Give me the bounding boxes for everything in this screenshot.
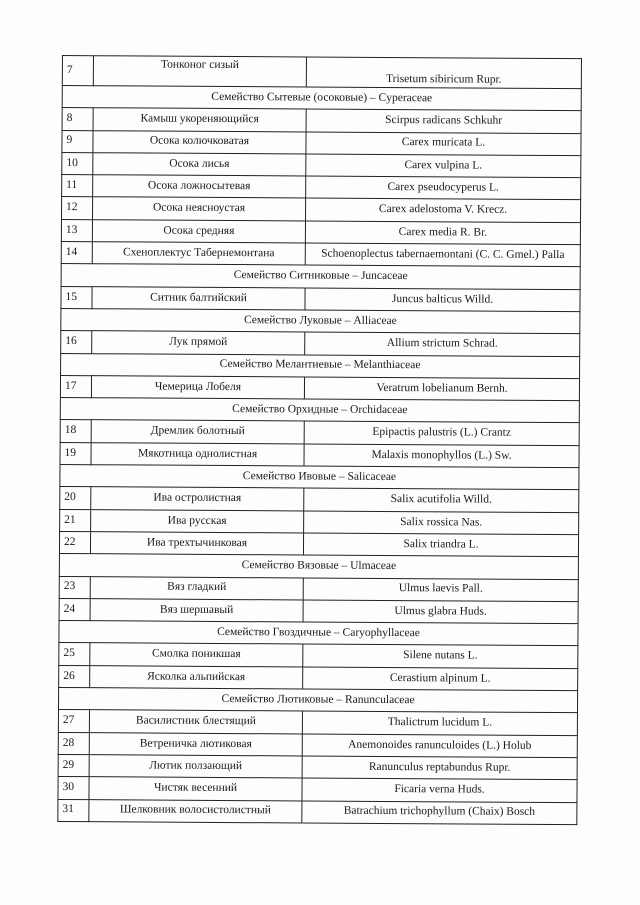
- row-number: 22: [59, 531, 90, 553]
- table-row: [62, 175, 581, 200]
- table-row: [58, 777, 577, 802]
- russian-name: Осока неясноустая: [92, 197, 305, 221]
- latin-name: Schoenoplectus tabernaemontani (C. C. Gmel.) Palla: [305, 243, 580, 267]
- russian-name: Дремлик болотный: [91, 420, 304, 444]
- table-row: [58, 754, 577, 779]
- russian-name: Чистяк весенний: [89, 777, 302, 801]
- table-row: [60, 375, 579, 400]
- table-row: [62, 130, 581, 155]
- table-row: [62, 56, 581, 89]
- family-header-row: [61, 353, 580, 378]
- row-number: 30: [58, 777, 89, 799]
- russian-name: Ива русская: [91, 509, 304, 533]
- latin-name: Malaxis monophyllos (L.) Sw.: [304, 444, 579, 468]
- row-number: 8: [62, 108, 93, 130]
- table-row: [58, 732, 577, 757]
- row-number: 31: [58, 799, 89, 821]
- family-name: Семейство Ситниковые – Juncaceae: [61, 264, 580, 289]
- row-number: 7: [62, 56, 93, 86]
- latin-name: Scirpus radicans Schkuhr: [306, 109, 581, 133]
- family-name: Семейство Гвоздичные – Caryophyllaceae: [59, 621, 578, 646]
- table-row: [58, 799, 577, 824]
- row-number: 12: [61, 197, 92, 219]
- latin-name: Thalictrum lucidum L.: [302, 711, 577, 735]
- latin-name: Ranunculus reptabundus Rupr.: [302, 756, 577, 780]
- russian-name: Ива остролистная: [91, 487, 304, 511]
- table-row: [62, 152, 581, 177]
- family-name: Семейство Ивовые – Salicaceae: [60, 465, 579, 490]
- latin-name: Ulmus glabra Huds.: [303, 600, 578, 624]
- russian-name: Василистник блестящий: [89, 710, 302, 734]
- russian-name: Тонконог сизый: [93, 56, 306, 87]
- latin-name: Ficaria verna Huds.: [302, 778, 577, 802]
- russian-name: Ветреничка лютиковая: [89, 732, 302, 756]
- row-number: 21: [60, 509, 91, 531]
- row-number: 26: [59, 665, 90, 687]
- table-row: [59, 665, 578, 690]
- family-name: Семейство Орхидные – Orchidaceae: [60, 398, 579, 423]
- species-table: [57, 55, 582, 825]
- row-number: 18: [60, 420, 91, 442]
- russian-name: Ясколка альпийская: [90, 665, 303, 689]
- russian-name: Чемерица Лобеля: [91, 376, 304, 400]
- russian-name: Шелковник волосистолистный: [89, 799, 302, 823]
- russian-name: Камыш укореняющийся: [93, 108, 306, 132]
- russian-name: Вяз гладкий: [90, 576, 303, 600]
- row-number: 9: [62, 130, 93, 152]
- table-row: [60, 442, 579, 467]
- latin-name: Salix acutifolia Willd.: [304, 488, 579, 512]
- family-header-row: [60, 398, 579, 423]
- row-number: 23: [59, 576, 90, 598]
- row-number: 19: [60, 442, 91, 464]
- row-number: 29: [58, 754, 89, 776]
- table-row: [59, 643, 578, 668]
- latin-name: Veratrum lobelianum Bernh.: [304, 377, 579, 401]
- family-header-row: [61, 264, 580, 289]
- latin-name: Salix rossica Nas.: [304, 511, 579, 535]
- species-table-body: [58, 56, 582, 825]
- latin-name: Ulmus laevis Pall.: [303, 578, 578, 602]
- family-name: Семейство Сытевые (осоковые) – Cyperaceae: [62, 86, 581, 111]
- russian-name: Мякотница однолистная: [91, 442, 304, 466]
- russian-name: Вяз шершавый: [90, 599, 303, 623]
- row-number: 15: [61, 286, 92, 308]
- latin-name: Cerastium alpinum L.: [303, 667, 578, 691]
- latin-name: Trisetum sibiricum Rupr.: [306, 57, 581, 89]
- table-row: [61, 197, 580, 222]
- russian-name: Лук прямой: [92, 331, 305, 355]
- latin-name: Epipactis palustris (L.) Crantz: [304, 421, 579, 445]
- family-name: Семейство Луковые – Alliaceae: [61, 308, 580, 333]
- row-number: 25: [59, 643, 90, 665]
- russian-name: Осока ложносытевая: [93, 175, 306, 199]
- latin-name: Salix triandra L.: [303, 533, 578, 557]
- latin-name: Carex muricata L.: [306, 132, 581, 156]
- row-number: 27: [58, 710, 89, 732]
- row-number: 17: [60, 375, 91, 397]
- table-row: [61, 219, 580, 244]
- russian-name: Ситник балтийский: [92, 286, 305, 310]
- latin-name: Allium strictum Schrad.: [305, 332, 580, 356]
- latin-name: Anemonoides ranunculoides (L.) Holub: [302, 734, 577, 758]
- row-number: 20: [60, 487, 91, 509]
- family-header-row: [62, 86, 581, 111]
- family-header-row: [61, 308, 580, 333]
- latin-name: Carex pseudocyperus L.: [306, 176, 581, 200]
- table-row: [59, 576, 578, 601]
- russian-name: Лютик ползающий: [89, 755, 302, 779]
- table-row: [60, 487, 579, 512]
- table-row: [59, 598, 578, 623]
- row-number: 11: [62, 175, 93, 197]
- latin-name: Carex adelostoma V. Krecz.: [305, 198, 580, 222]
- row-number: 13: [61, 219, 92, 241]
- latin-name: Silene nutans L.: [303, 644, 578, 668]
- table-row: [61, 242, 580, 267]
- table-row: [60, 420, 579, 445]
- russian-name: Осока средняя: [92, 219, 305, 243]
- table-row: [60, 509, 579, 534]
- russian-name: Осока колючковатая: [93, 130, 306, 154]
- table-row: [61, 331, 580, 356]
- russian-name: Схеноплектус Табернемонтана: [92, 242, 305, 266]
- russian-name: Ива трехтычинковая: [90, 532, 303, 556]
- latin-name: Carex vulpina L.: [306, 154, 581, 178]
- row-number: 10: [62, 152, 93, 174]
- family-header-row: [58, 688, 577, 713]
- row-number: 16: [61, 331, 92, 353]
- row-number: 14: [61, 242, 92, 264]
- family-header-row: [59, 554, 578, 579]
- row-number: 24: [59, 598, 90, 620]
- family-header-row: [60, 465, 579, 490]
- family-name: Семейство Мелантиевые – Melanthiaceae: [61, 353, 580, 378]
- table-row: [58, 710, 577, 735]
- table-row: [61, 286, 580, 311]
- family-header-row: [59, 621, 578, 646]
- russian-name: Осока лисья: [93, 153, 306, 177]
- russian-name: Смолка поникшая: [90, 643, 303, 667]
- latin-name: Carex media R. Br.: [305, 221, 580, 245]
- table-row: [62, 108, 581, 133]
- latin-name: Batrachium trichophyllum (Chaix) Bosch: [302, 800, 577, 824]
- family-name: Семейство Лютиковые – Ranunculaceae: [58, 688, 577, 713]
- family-name: Семейство Вязовые – Ulmaceae: [59, 554, 578, 579]
- table-row: [59, 531, 578, 556]
- latin-name: Juncus balticus Willd.: [305, 288, 580, 312]
- row-number: 28: [58, 732, 89, 754]
